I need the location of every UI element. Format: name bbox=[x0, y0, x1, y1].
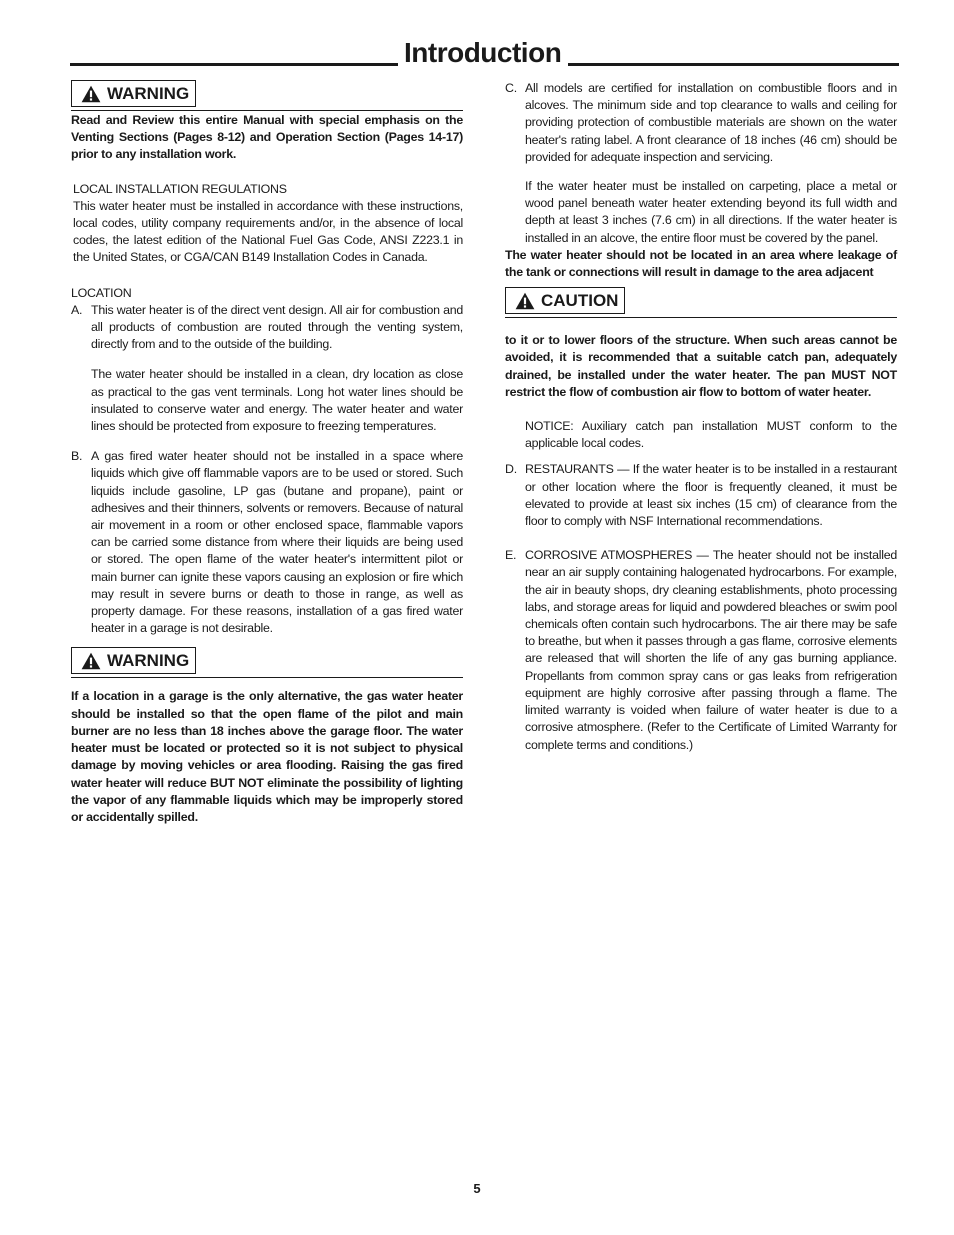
caution-label: CAUTION bbox=[541, 291, 619, 311]
caution-text: to it or to lower floors of the structure. When such areas cannot be avoided, it is recommended that a suitable catch pan, adequately drained, be installed under the water heater. The pan MUST NOT restrict the flow of combustion air flow to bottom of water heater. bbox=[505, 333, 897, 399]
warning-badge-2 bbox=[71, 647, 196, 674]
location-item-c bbox=[505, 80, 897, 166]
local-regulations-text: This water heater must be installed in accordance with these instructions, local codes, utility company requirements and/or, in the absence of local codes, the latest edition of the National Fuel Gas Code, ANSI Z223.1 in the United States, or CGA/CAN B149 Installation Codes in Canada. bbox=[73, 198, 463, 265]
warning-label-1: WARNING bbox=[107, 83, 190, 103]
title-bar bbox=[70, 36, 899, 70]
warning-header-1 bbox=[71, 80, 463, 111]
warning-triangle-icon bbox=[81, 85, 101, 103]
warning-text-1: Read and Review this entire Manual with special emphasis on the Venting Sections (Pages 8-12) and Operation Section (Pages 14-17) prior to any installation work. bbox=[71, 113, 463, 162]
warning-triangle-icon bbox=[81, 652, 101, 670]
local-regulations-heading: LOCAL INSTALLATION REGULATIONS bbox=[73, 181, 287, 196]
title-rule-left bbox=[70, 63, 398, 66]
location-item-b bbox=[71, 448, 463, 637]
location-item-a bbox=[71, 302, 463, 354]
location-heading: LOCATION bbox=[71, 285, 132, 300]
item-d-label: D. bbox=[505, 462, 517, 477]
item-d-text: RESTAURANTS — If the water heater is to be installed in a restaurant or other location where the floor is frequently cleaned, it must be elevated to provide at least six inches (15 cm) of clearance from the floor to comply with NSF International recommendations. bbox=[525, 462, 897, 529]
item-b-label: B. bbox=[71, 449, 83, 464]
warning-badge-1 bbox=[71, 80, 196, 107]
location-item-d bbox=[505, 461, 897, 530]
item-a-text-2: The water heater should be installed in a clean, dry location as close as practical to the gas vent terminals. Long hot water lines should be insulated to conserve water and energy. The water heater and water lines should be protected from exposure to freezing temperatures. bbox=[91, 367, 463, 434]
left-column bbox=[71, 80, 463, 826]
item-b-text: A gas fired water heater should not be installed in a space where liquids which give off flammable vapors are to be used or stored. Such liquids include gasoline, LP gas (butane and propane), paint or adhesives and their thinners, solvents or removers. Because of natural air movement in a room or other enclosed space, flammable vapors can be carried some distance from where their liquids are being used or stored. The open flame of the water heater's intermittent pilot or main burner can ignite these vapors causing an explosion or fire which may result in severe burns or death to those in range, as well as property damage. For these reasons, installation of a gas fired water heater in a garage is not desirable. bbox=[91, 449, 463, 636]
item-a-text-1: This water heater is of the direct vent design. All air for combustion and all products of combustion are routed through the venting system, directly from and to the outside of the building. bbox=[91, 302, 463, 352]
item-a-label: A. bbox=[71, 302, 83, 317]
item-c-text-1: All models are certified for installation on combustible floors and in alcoves. The minimum side and top clearance to walls and ceiling for providing protection of combustible materials are shown on the water heater's rating label. A front clearance of 18 inches (46 cm) should be provided for adequate inspection and servicing. bbox=[525, 81, 897, 164]
warning-text-2: If a location in a garage is the only alternative, the gas water heater should be installed so that the open flame of the pilot and main burner are no less than 18 inches above the garage floor. The water heater must be located or protected so it is not subject to physical damage by moving vehicles or area flooding. Raising the gas fired water heater will reduce BUT NOT eliminate the possibility of lighting the vapor of any flammable liquids which may be improperly stored or accidentally spilled. bbox=[71, 689, 463, 824]
item-c-text-2: If the water heater must be installed on carpeting, place a metal or wood panel beneath water heater extending beyond its full width and depth at least 3 inches (7.6 cm) in all directions. If the water heater is installed in an alcove, the entire floor must be covered by the panel. bbox=[525, 179, 897, 245]
notice-text: NOTICE: Auxiliary catch pan installation MUST conform to the applicable local codes. bbox=[525, 419, 897, 451]
caution-badge bbox=[505, 287, 625, 314]
item-c-label: C. bbox=[505, 81, 517, 95]
title-rule-right bbox=[568, 63, 899, 66]
item-e-text: CORROSIVE ATMOSPHERES — The heater should not be installed near an air supply containing halogenated hydrocarbons. For example, the air in beauty shops, dry cleaning establishments, photo processing labs, and storage areas for liquid and powdered bleaches or swim pool chemicals often contain such hydrocarbons. The air there may be safe to breathe, but when it passes through a gas flame, corrosive elements are released that will shorten the life of any gas burning appliance. Propellants from common spray cans or gas leaks from refrigeration equipment are highly corrosive after passing through a flame. The limited warranty is voided when failure of water heater is due to a corrosive atmosphere. (Refer to the Certificate of Limited Warranty for complete terms and conditions.) bbox=[525, 548, 897, 752]
warning-label-2: WARNING bbox=[107, 651, 190, 671]
warning-triangle-icon bbox=[515, 292, 535, 310]
page-number: 5 bbox=[473, 1181, 481, 1196]
location-item-e bbox=[505, 547, 897, 753]
warning-header-2 bbox=[71, 647, 463, 678]
item-c-bold-lead: The water heater should not be located in an area where leakage of the tank or connections will result in damage to the area adjacent bbox=[505, 247, 897, 280]
caution-header bbox=[505, 287, 897, 318]
item-e-label: E. bbox=[505, 548, 517, 563]
page-title: Introduction bbox=[404, 37, 562, 68]
right-column bbox=[505, 80, 897, 754]
